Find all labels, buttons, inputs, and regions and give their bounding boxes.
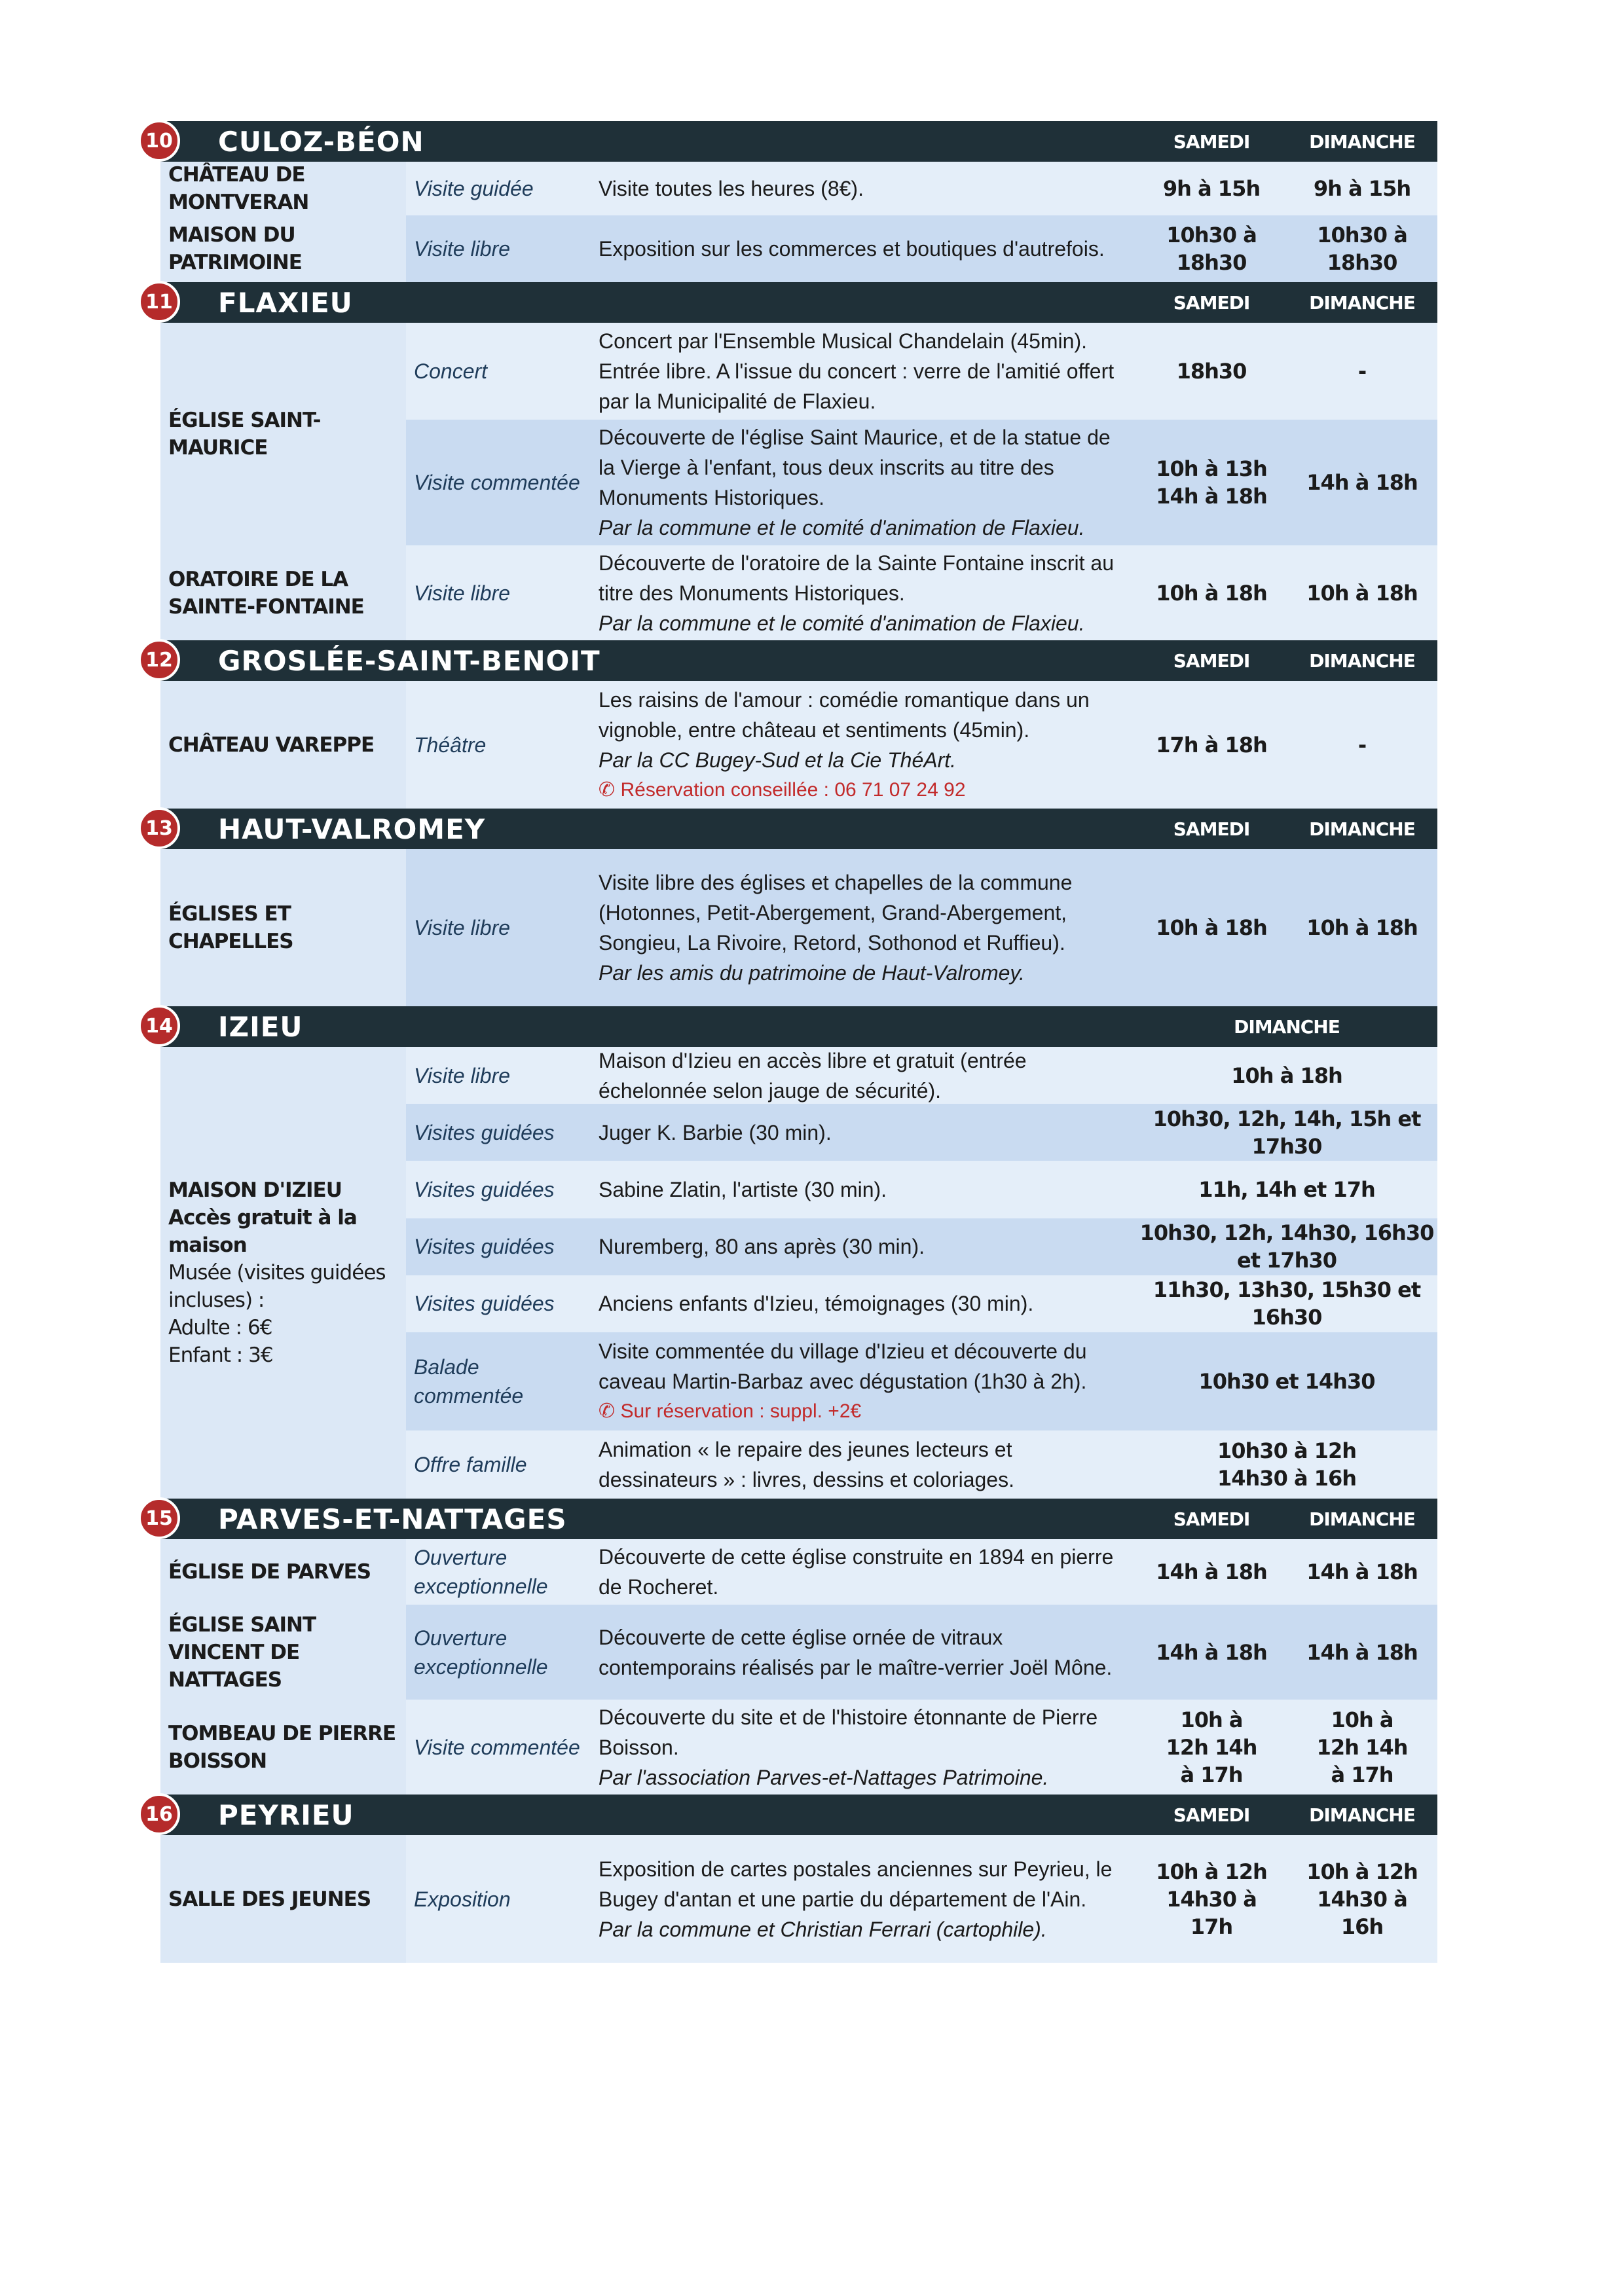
time-samedi: 17h à 18h	[1156, 732, 1267, 757]
time-dimanche: 14h à 18h	[1306, 1559, 1418, 1584]
activity-description: Maison d'Izieu en accès libre et gratuit (entrée échelonnée selon jauge de sécurité).	[599, 1048, 1027, 1102]
time-dimanche: 9h à 15h	[1313, 176, 1411, 201]
activity-description: Visite commentée du village d'Izieu et découverte du caveau Martin-Barbaz avec dégustation (1h30 à 2h). ✆ Sur réservation : suppl. +2€	[589, 1332, 1136, 1430]
activity-type: Visites guidées	[414, 1178, 555, 1201]
time-dimanche: 14h à 18h	[1306, 470, 1418, 495]
section-number-badge: 12	[138, 639, 180, 681]
time-samedi: 18h30	[1176, 359, 1247, 384]
organizer-note: Par la commune et le comité d'animation de Flaxieu.	[599, 516, 1085, 539]
activity-description: Exposition de cartes postales anciennes sur Peyrieu, le Bugey d'antan et une partie du département de l'Ain. Par la commune et Christian Ferrari (cartophile).	[589, 1835, 1136, 1963]
activity-type: Visite libre	[414, 581, 511, 605]
section-culoz-beon	[145, 121, 1437, 282]
section-number-badge: 14	[138, 1005, 180, 1047]
table-row	[160, 681, 1437, 809]
time-dimanche: 10h à 18h	[1231, 1063, 1342, 1088]
time-dimanche: 14h à 18h	[1306, 1639, 1418, 1665]
activity-type: Ouverture exceptionnelle	[414, 1546, 548, 1598]
section-title: PARVES-ET-NATTAGES	[218, 1503, 567, 1535]
column-header-dimanche: DIMANCHE	[1309, 291, 1415, 314]
table-row	[160, 1835, 1437, 1963]
activity-type: Balade commentée	[414, 1355, 524, 1408]
activity-description: Découverte de cette église construite en 1894 en pierre de Rocheret.	[599, 1545, 1114, 1599]
activity-type: Visite libre	[414, 237, 511, 261]
site-name: SALLE DES JEUNES	[160, 1835, 406, 1963]
activity-description: Découverte de l'église Saint Maurice, et de la statue de la Vierge à l'enfant, tous deux inscrits au titre des Monuments Historiques. Par la commune et le comité d'animation de Flaxieu.	[589, 420, 1136, 545]
activity-type: Visites guidées	[414, 1292, 555, 1316]
section-number-badge: 16	[138, 1793, 180, 1835]
activity-description: Juger K. Barbie (30 min).	[599, 1120, 832, 1144]
site-name: CHÂTEAU VAREPPE	[160, 681, 406, 809]
activity-description: Anciens enfants d'Izieu, témoignages (30 min).	[599, 1292, 1034, 1316]
price-info: Musée (visites guidées incluses) :	[168, 1261, 386, 1312]
column-header-samedi: SAMEDI	[1173, 649, 1250, 672]
table-row	[160, 323, 1437, 545]
activity-description: Sabine Zlatin, l'artiste (30 min).	[599, 1178, 887, 1201]
activity-description: Animation « le repaire des jeunes lecteurs et dessinateurs » : livres, dessins et coloriages.	[599, 1438, 1014, 1492]
section-title: IZIEU	[218, 1010, 303, 1043]
section-header	[145, 640, 1437, 681]
activity-type: Offre famille	[414, 1453, 527, 1477]
table-row	[160, 1700, 1437, 1795]
section-title: FLAXIEU	[218, 286, 353, 319]
time-samedi: 14h à 18h	[1156, 1639, 1267, 1665]
column-header-samedi: SAMEDI	[1173, 1508, 1250, 1530]
time-samedi: 10h à 18h	[1156, 580, 1267, 606]
section-title: PEYRIEU	[218, 1798, 354, 1831]
phone-icon: ✆	[599, 1400, 621, 1423]
activity-type: Visite libre	[414, 1063, 511, 1087]
activity-description: Visite libre des églises et chapelles de la commune (Hotonnes, Petit-Abergement, Grand-Abergement, Songieu, La Rivoire, Retord, Sothonod et Ruffieu). Par les amis du patrimoine de Haut-Valromey.	[589, 849, 1136, 1006]
time-dimanche: 10h à 12h 14h à 17h	[1316, 1707, 1408, 1787]
section-title: CULOZ-BÉON	[218, 125, 424, 158]
activity-description: Découverte de cette église ornée de vitraux contemporains réalisés par le maître-verrier Joël Mône.	[599, 1625, 1113, 1679]
organizer-note: Par la commune et Christian Ferrari (cartophile).	[599, 1917, 1047, 1941]
phone-icon: ✆	[599, 778, 621, 801]
section-header	[145, 1006, 1437, 1047]
column-header-dimanche: DIMANCHE	[1309, 1508, 1415, 1530]
section-number-badge: 11	[138, 281, 180, 323]
time-samedi: 10h à 18h	[1156, 915, 1267, 940]
section-header	[145, 1499, 1437, 1539]
section-header	[145, 1795, 1437, 1835]
time-samedi: 14h à 18h	[1156, 1559, 1267, 1584]
time-dimanche: 10h30, 12h, 14h, 15h et 17h30	[1153, 1106, 1421, 1159]
site-name: MAISON D'IZIEU Accès gratuit à la maison Musée (visites guidées incluses) : Adulte : 6€ Enfant : 3€	[160, 1047, 406, 1499]
reservation-note: ✆ Sur réservation : suppl. +2€	[599, 1400, 862, 1423]
table-row	[160, 849, 1437, 1006]
time-samedi: 10h à 13h 14h à 18h	[1156, 456, 1267, 509]
activity-description: Découverte de l'oratoire de la Sainte Fontaine inscrit au titre des Monuments Historiques. Par la commune et le comité d'animation de Flaxieu.	[589, 545, 1136, 640]
site-name: ÉGLISE DE PARVES	[160, 1539, 406, 1605]
section-header	[145, 121, 1437, 162]
section-peyrieu	[145, 1795, 1437, 1963]
column-header-dimanche: DIMANCHE	[1309, 649, 1415, 672]
site-name: MAISON DU PATRIMOINE	[160, 215, 406, 282]
column-header-dimanche: DIMANCHE	[1309, 1804, 1415, 1826]
section-parves-et-nattages	[145, 1499, 1437, 1795]
column-header-samedi: SAMEDI	[1173, 130, 1250, 153]
activity-description: Exposition sur les commerces et boutiques d'autrefois.	[599, 237, 1105, 261]
section-number-badge: 15	[138, 1497, 180, 1539]
table-row	[160, 162, 1437, 215]
time-dimanche: 11h30, 13h30, 15h30 et 16h30	[1153, 1277, 1421, 1330]
table-row	[160, 1605, 1437, 1700]
activity-type: Visite commentée	[414, 1735, 580, 1759]
section-title: GROSLÉE-SAINT-BENOIT	[218, 644, 600, 677]
time-samedi: 10h à 12h 14h30 à 17h	[1156, 1859, 1267, 1939]
section-izieu	[145, 1006, 1437, 1499]
section-haut-valromey	[145, 809, 1437, 1006]
section-header	[145, 809, 1437, 849]
table-row	[160, 1539, 1437, 1605]
reservation-note: ✆ Réservation conseillée : 06 71 07 24 92	[599, 778, 966, 801]
activity-type: Visite commentée	[414, 471, 580, 494]
section-groslee-saint-benoit	[145, 640, 1437, 809]
time-dimanche: 10h à 18h	[1306, 915, 1418, 940]
price-child: Enfant : 3€	[168, 1343, 273, 1367]
column-header-dimanche: DIMANCHE	[1309, 130, 1415, 153]
activity-description: Visite toutes les heures (8€).	[599, 177, 864, 200]
time-dimanche: 11h, 14h et 17h	[1198, 1177, 1375, 1202]
site-name: CHÂTEAU DE MONTVERAN	[160, 162, 406, 215]
organizer-note: Par la commune et le comité d'animation de Flaxieu.	[599, 611, 1085, 635]
activity-description: Nuremberg, 80 ans après (30 min).	[599, 1235, 925, 1259]
activity-type: Théâtre	[414, 733, 487, 757]
column-header-dimanche: DIMANCHE	[1234, 1015, 1340, 1038]
table-row	[160, 215, 1437, 282]
activity-description: Concert par l'Ensemble Musical Chandelain (45min). Entrée libre. A l'issue du concert : verre de l'amitié offert par la Municipalité de Flaxieu.	[599, 329, 1115, 413]
time-samedi: 10h à 12h 14h à 17h	[1166, 1707, 1257, 1787]
activity-description: Découverte du site et de l'histoire étonnante de Pierre Boisson. Par l'association Parves-et-Nattages Patrimoine.	[589, 1700, 1136, 1795]
time-dimanche: 10h à 18h	[1306, 580, 1418, 606]
time-dimanche: 10h à 12h 14h30 à 16h	[1306, 1859, 1418, 1939]
site-name: ÉGLISES ET CHAPELLES	[160, 849, 406, 1006]
time-samedi: 9h à 15h	[1162, 176, 1261, 201]
time-dimanche: 10h30, 12h, 14h30, 16h30 et 17h30	[1139, 1220, 1434, 1273]
site-name: ORATOIRE DE LA SAINTE-FONTAINE	[160, 545, 406, 640]
table-row	[160, 1047, 1437, 1499]
time-dimanche: 10h30 et 14h30	[1198, 1369, 1375, 1394]
organizer-note: Par la CC Bugey-Sud et la Cie ThéArt.	[599, 748, 957, 772]
site-subtitle: Accès gratuit à la maison	[168, 1206, 357, 1257]
section-number-badge: 13	[138, 807, 180, 849]
column-header-dimanche: DIMANCHE	[1309, 818, 1415, 840]
column-header-samedi: SAMEDI	[1173, 1804, 1250, 1826]
organizer-note: Par les amis du patrimoine de Haut-Valromey.	[599, 961, 1025, 985]
time-dimanche: -	[1357, 359, 1367, 384]
activity-type: Visites guidées	[414, 1235, 555, 1259]
activity-type: Visite libre	[414, 916, 511, 939]
activity-type: Exposition	[414, 1887, 511, 1911]
section-flaxieu	[145, 282, 1437, 640]
table-row	[160, 545, 1437, 640]
column-header-samedi: SAMEDI	[1173, 818, 1250, 840]
activity-type: Ouverture exceptionnelle	[414, 1626, 548, 1679]
activity-type: Concert	[414, 359, 488, 383]
activity-type: Visites guidées	[414, 1120, 555, 1144]
time-dimanche: 10h30 à 12h 14h30 à 16h	[1217, 1438, 1357, 1491]
site-name: ÉGLISE SAINT VINCENT DE NATTAGES	[160, 1605, 406, 1700]
organizer-note: Par l'association Parves-et-Nattages Patrimoine.	[599, 1765, 1049, 1789]
time-samedi: 10h30 à 18h30	[1166, 223, 1257, 275]
activity-description: Les raisins de l'amour : comédie romantique dans un vignoble, entre château et sentiments (45min). Par la CC Bugey-Sud et la Cie ThéArt. ✆ Réservation conseillée : 06 71 07 24 92	[589, 681, 1136, 809]
section-title: HAUT-VALROMEY	[218, 812, 486, 845]
program-document	[145, 121, 1437, 1963]
site-name: TOMBEAU DE PIERRE BOISSON	[160, 1700, 406, 1795]
time-dimanche: -	[1357, 732, 1367, 757]
time-dimanche: 10h30 à 18h30	[1317, 223, 1407, 275]
section-header	[145, 282, 1437, 323]
column-header-samedi: SAMEDI	[1173, 291, 1250, 314]
section-number-badge: 10	[138, 120, 180, 162]
activity-type: Visite guidée	[414, 177, 534, 200]
price-adult: Adulte : 6€	[168, 1316, 272, 1339]
site-name: ÉGLISE SAINT-MAURICE	[160, 323, 406, 545]
